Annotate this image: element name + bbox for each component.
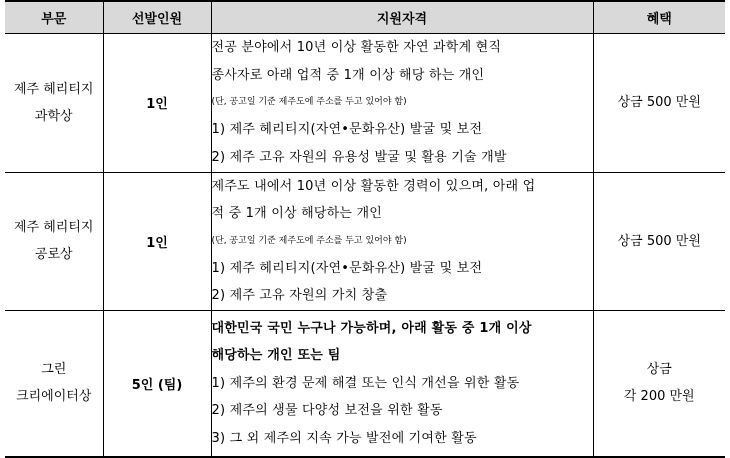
qualification-line: 종사자로 아래 업적 중 1개 이상 해당 하는 개인	[211, 67, 485, 83]
qualification-cell	[211, 33, 593, 172]
qualification-line: 1) 제주 헤리티지(자연•문화유산) 발굴 및 보전	[211, 260, 483, 276]
category-line: 그린	[41, 362, 67, 378]
qualification-note: (단, 공고일 기준 제주도에 주소를 두고 있어야 함)	[211, 235, 407, 246]
header-category: 부문	[5, 1, 103, 33]
benefit-line: 상금 500 만원	[617, 233, 701, 249]
qualification-line: 제주도 내에서 10년 이상 활동한 경력이 있으며, 아래 업	[211, 178, 536, 194]
qualification-cell	[211, 310, 593, 457]
category-line: 과학상	[34, 108, 73, 124]
category-cell	[5, 33, 103, 172]
header-count: 선발인원	[103, 1, 211, 33]
qualification-line: 2) 제주 고유 자원의 가치 창출	[211, 288, 388, 303]
header-row	[5, 1, 725, 33]
category-line: 공로상	[34, 247, 73, 262]
qualification-line: 전공 분야에서 10년 이상 활동한 자연 과학계 현직	[211, 40, 502, 55]
category-line: 제주 헤리티지	[14, 81, 94, 97]
qualification-line: 해당하는 개인 또는 팀	[211, 348, 341, 363]
qualification-line: 2) 제주 고유 자원의 유용성 발굴 및 활용 기술 개발	[211, 149, 507, 165]
header-benefit: 혜택	[593, 1, 725, 33]
qualification-line: 적 중 1개 이상 해당하는 개인	[211, 206, 382, 221]
table-row	[5, 310, 725, 457]
benefit-line: 상금 500 만원	[617, 95, 701, 110]
benefit-line: 각 200 만원	[623, 389, 695, 405]
category-line: 크리에이터상	[16, 389, 92, 405]
category-cell	[5, 310, 103, 457]
qualification-line: 1) 제주의 환경 문제 해결 또는 인식 개선을 위한 활동	[211, 375, 520, 391]
benefit-cell	[593, 172, 725, 310]
category-cell	[5, 172, 103, 310]
header-qualification: 지원자격	[211, 1, 593, 33]
qualification-note: (단, 공고일 기준 제주도에 주소를 두고 있어야 함)	[211, 97, 407, 107]
qualification-cell	[211, 172, 593, 310]
qualification-line: 1) 제주 헤리티지(자연•문화유산) 발굴 및 보전	[211, 122, 483, 137]
count-cell: 5인 (팀)	[103, 310, 211, 457]
qualification-line: 2) 제주의 생물 다양성 보전을 위한 활동	[211, 403, 443, 418]
category-line: 제주 헤리티지	[14, 220, 94, 235]
count-cell: 1인	[103, 172, 211, 310]
benefit-cell	[593, 33, 725, 172]
table-row	[5, 172, 725, 310]
table-row	[5, 33, 725, 172]
award-table	[5, 0, 725, 458]
benefit-cell	[593, 310, 725, 457]
qualification-line: 대한민국 국민 누구나 가능하며, 아래 활동 중 1개 이상	[211, 320, 532, 336]
qualification-line: 3) 그 외 제주의 지속 가능 발전에 기여한 활동	[211, 430, 477, 446]
benefit-line: 상금	[646, 362, 672, 378]
count-cell: 1인	[103, 33, 211, 172]
